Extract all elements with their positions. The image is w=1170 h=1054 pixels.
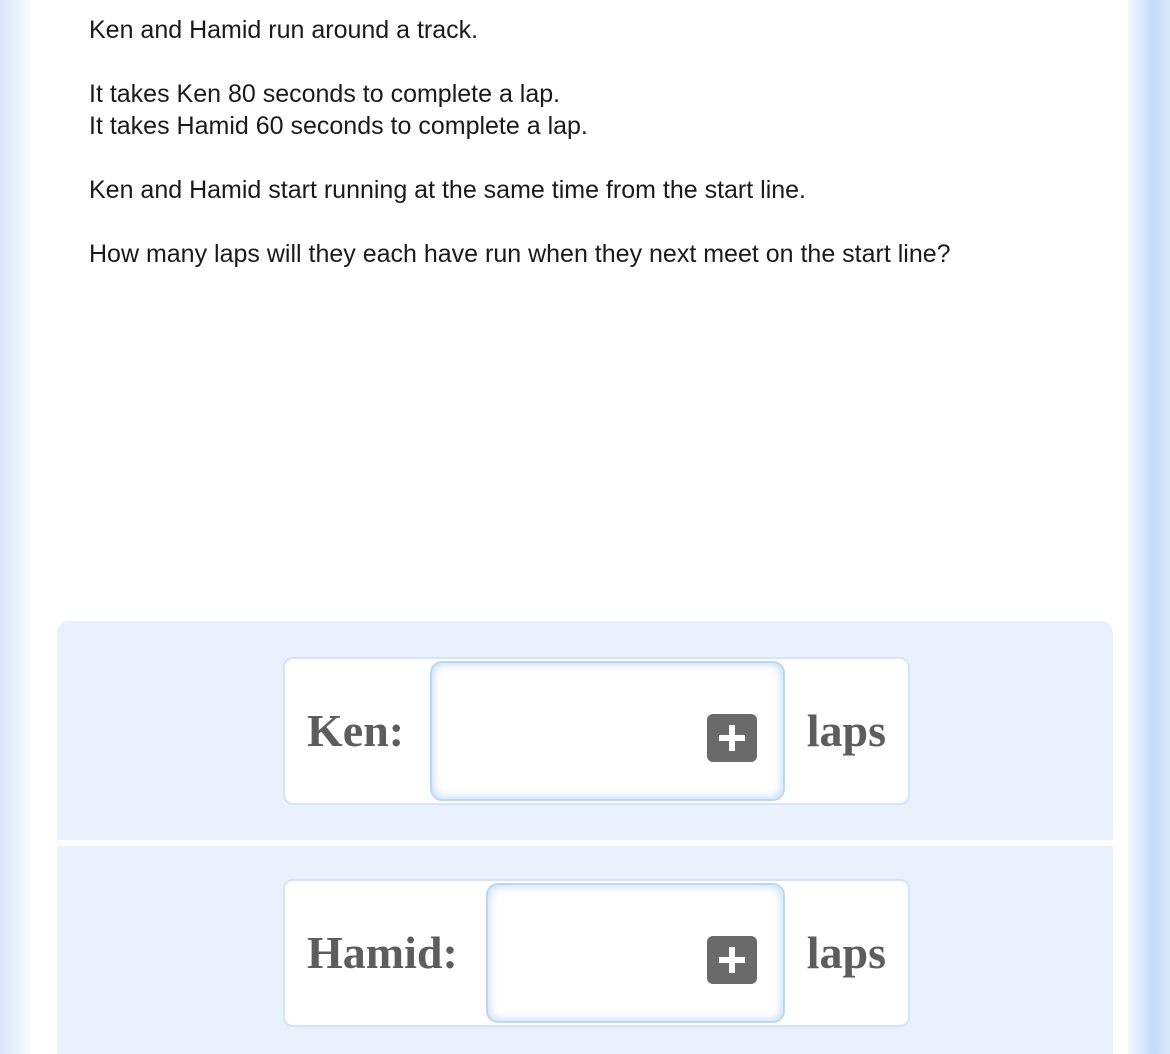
- question-prompt: How many laps will they each have run when they next meet on the start line?: [89, 240, 951, 268]
- answer-row-ken: [283, 657, 910, 805]
- hamid-label: Hamid:: [307, 927, 458, 978]
- question-line-ken-time: It takes Ken 80 seconds to complete a lap.: [89, 80, 561, 108]
- question-line-hamid-time: It takes Hamid 60 seconds to complete a lap.: [89, 112, 588, 140]
- ken-answer-input[interactable]: [430, 661, 785, 801]
- ken-label: Ken:: [307, 705, 405, 756]
- question-text: [89, 14, 1109, 270]
- hamid-unit-label: laps: [806, 927, 886, 978]
- plus-icon[interactable]: [707, 714, 757, 762]
- question-line-start: Ken and Hamid start running at the same time from the start line.: [89, 176, 807, 204]
- ken-unit-label: laps: [806, 705, 886, 756]
- right-scroll-edge: [1128, 0, 1170, 1054]
- question-line-intro: Ken and Hamid run around a track.: [89, 16, 479, 44]
- plus-icon[interactable]: [707, 936, 757, 984]
- answer-row-hamid: [283, 879, 910, 1027]
- left-border: [0, 0, 30, 1054]
- hamid-answer-input[interactable]: [486, 883, 785, 1023]
